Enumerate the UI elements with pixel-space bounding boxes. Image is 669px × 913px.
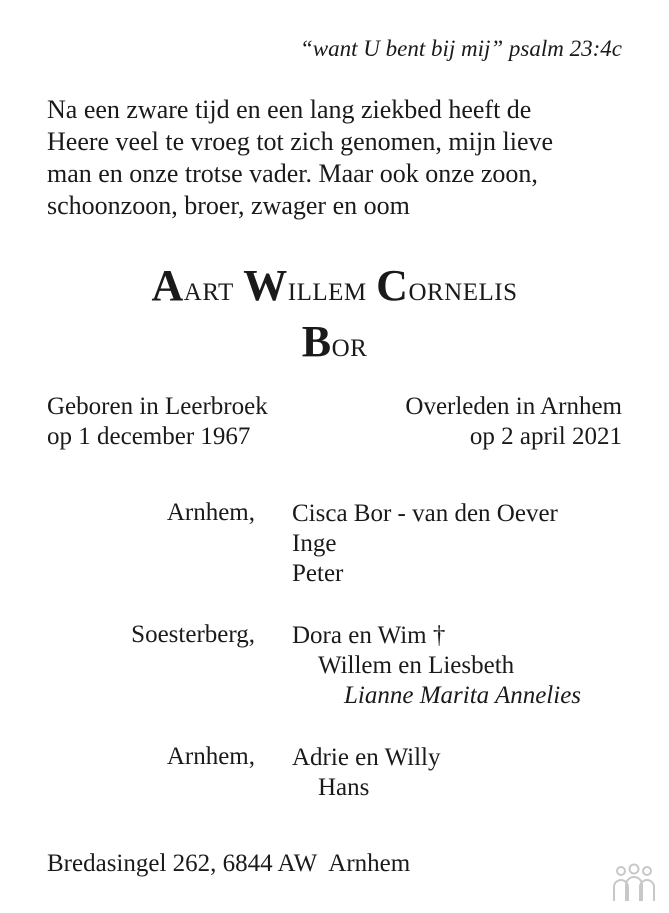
family-names: [292, 621, 581, 711]
intro-line: Heere veel te vroeg tot zich genomen, mijn lieve: [47, 127, 554, 156]
name-initial: A: [151, 261, 184, 310]
family-member: Hans: [318, 774, 370, 801]
name-initial: C: [376, 261, 409, 310]
death-info: [405, 392, 622, 452]
birth-place: Geboren in Leerbroek: [47, 393, 268, 420]
family-names: [292, 743, 441, 803]
family-place: Arnhem,: [166, 499, 255, 526]
name-rest: ornelis: [408, 268, 518, 308]
family-names: [292, 499, 558, 589]
people-group-icon: [611, 863, 657, 903]
address: Bredasingel 262, 6844 AW Arnhem: [47, 850, 411, 877]
family-place: Arnhem,: [166, 743, 255, 770]
family-member: Cisca Bor - van den Oever: [292, 500, 558, 527]
deceased-name-line-2: [0, 316, 669, 367]
family-member: Willem en Liesbeth: [318, 652, 515, 679]
death-date: op 2 april 2021: [469, 423, 622, 450]
intro-line: man en onze trotse vader. Maar ook onze zoon,: [47, 159, 538, 188]
death-place: Overleden in Arnhem: [405, 393, 622, 420]
intro-line: Na een zware tijd en een lang ziekbed heeft de: [47, 95, 532, 124]
name-rest: art: [183, 268, 234, 308]
name-rest: illem: [287, 268, 367, 308]
birth-date: op 1 december 1967: [47, 423, 251, 450]
birth-info: [47, 392, 268, 452]
name-initial: B: [301, 317, 332, 366]
deceased-name-line-1: [0, 260, 669, 311]
family-member: Inge: [292, 530, 337, 557]
family-member: Adrie en Willy: [292, 744, 441, 771]
intro-text: [47, 94, 637, 222]
name-initial: W: [243, 261, 288, 310]
family-place: Soesterberg,: [131, 621, 255, 648]
family-member: Peter: [292, 560, 344, 587]
intro-line: schoonzoon, broer, zwager en oom: [47, 191, 410, 220]
family-member-grandchildren: Lianne Marita Annelies: [344, 682, 582, 709]
family-member: Dora en Wim †: [292, 622, 446, 649]
psalm-quote: “want U bent bij mij” psalm 23:4c: [299, 36, 622, 61]
name-rest: or: [331, 324, 368, 364]
